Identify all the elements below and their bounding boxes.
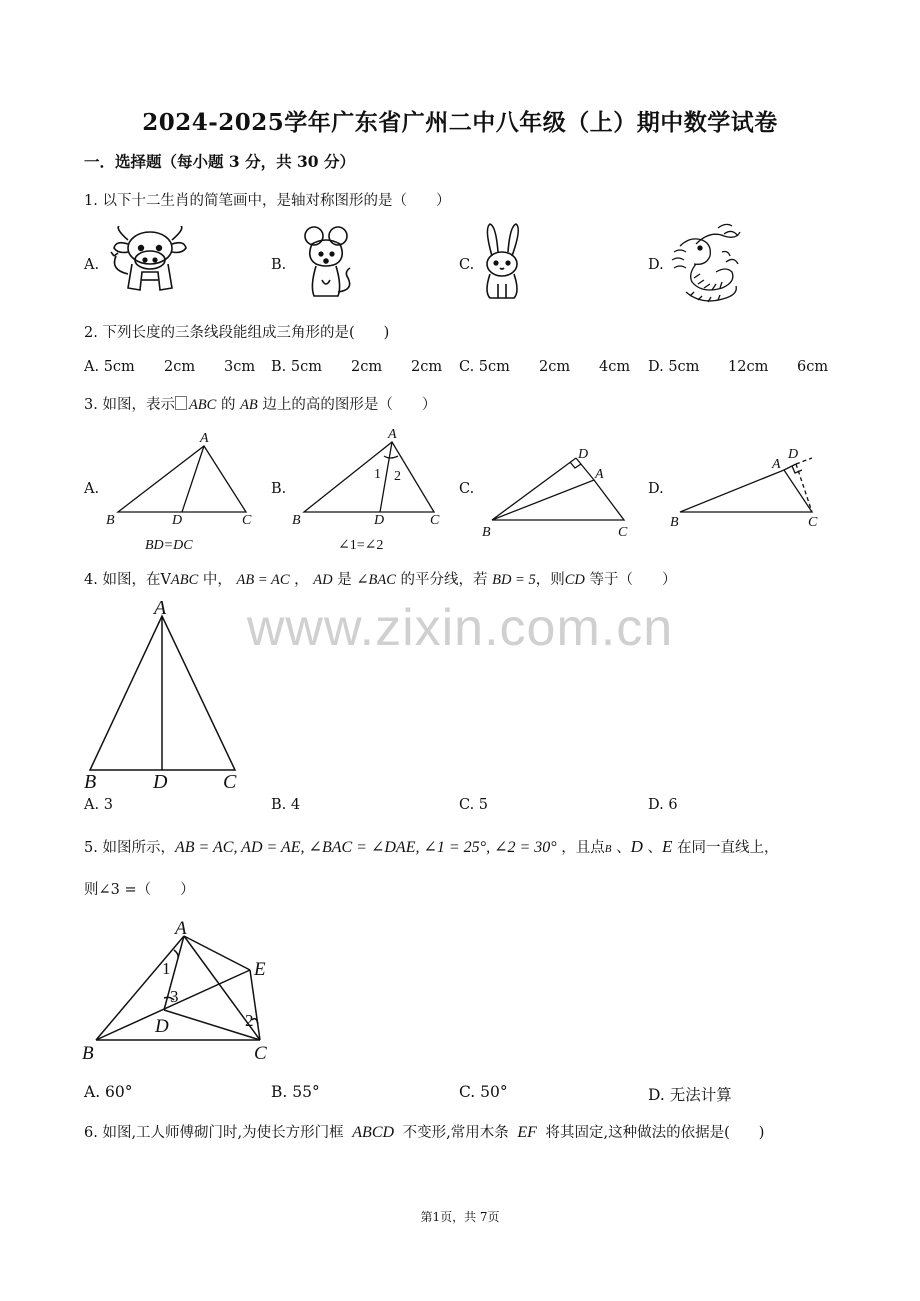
q4-stem-part: ，: [294, 572, 309, 588]
q3-figure-b: [288, 426, 458, 556]
q4-option-a: A. 3: [84, 797, 113, 813]
page-title: 2024-2025学年广东省广州二中八年级（上）期中数学试卷: [142, 109, 778, 136]
q5-option-b: B. 55°: [271, 1083, 320, 1101]
q4-stem-ad: AD: [313, 572, 333, 588]
label-a: A: [154, 597, 167, 619]
rabbit-drawing-icon: [478, 222, 526, 302]
q2-option-d-len2: 12cm: [728, 359, 769, 375]
q3-figure-a: [100, 426, 270, 556]
label-a: A: [772, 457, 781, 472]
label-a: A: [388, 427, 397, 442]
q2-option-c: [459, 359, 631, 375]
q5-stem-part: 、: [647, 840, 663, 856]
q2-option-a: [84, 359, 256, 375]
q3-stem-part: 的: [220, 397, 236, 413]
question-5-stem-line2: 则∠3 =（ ）: [84, 882, 195, 898]
q4-stem-part: 是: [337, 572, 352, 588]
q1-option-b: B.: [271, 257, 287, 273]
label-b: B: [482, 525, 491, 540]
question-2-stem: 2. 下列长度的三条线段能组成三角形的是( ): [84, 325, 390, 341]
label-c: C: [254, 1043, 267, 1064]
q2-option-b-len2: 2cm: [351, 359, 383, 375]
label-c: C: [223, 771, 237, 793]
label-d: D: [153, 771, 168, 793]
q5-stem-point-b: B: [604, 843, 612, 855]
q2-option-a-len2: 2cm: [164, 359, 196, 375]
q5-stem-part: 、: [616, 840, 631, 856]
section-heading: 一．选择题（每小题 3 分，共 30 分）: [84, 152, 355, 171]
q6-stem-ef: EF: [517, 1124, 537, 1141]
q4-stem-part: 等于（ ）: [589, 572, 677, 588]
q4-stem-part: 中，: [202, 572, 232, 588]
q4-stem-angle: ∠BAC: [356, 572, 396, 588]
angle-1-label: 1: [374, 467, 381, 482]
q2-option-a-len3: 3cm: [224, 359, 256, 375]
label-b: B: [84, 771, 97, 793]
q5-stem-part: 5. 如图所示，: [84, 840, 175, 856]
angle-2-label: 2: [394, 469, 401, 484]
caption-b: ∠1=∠2: [338, 538, 384, 553]
q5-stem-math: AB = AC, AD = AE, ∠BAC = ∠DAE, ∠1 = 25°, ∠2 = 30°: [174, 839, 557, 856]
q5-option-d: D. 无法计算: [648, 1086, 732, 1104]
q5-stem-part: ，且点: [561, 840, 605, 856]
triangle-symbol-icon: [175, 396, 187, 410]
label-c: C: [242, 513, 252, 528]
q5-stem-part: 在同一直线上，: [677, 840, 779, 856]
q3-option-c: C.: [459, 481, 475, 497]
q4-stem-equation: AB = AC: [236, 572, 290, 588]
q6-stem-abcd: ABCD: [352, 1124, 395, 1141]
page-footer: 第1页，共 7页: [420, 1210, 500, 1224]
q5-figure: [78, 912, 288, 1072]
question-5-stem: [84, 836, 779, 857]
label-c: C: [430, 513, 440, 528]
q6-stem-part: 将其固定,这种做法的依据是( ): [545, 1125, 765, 1141]
q2-option-b-len3: 2cm: [411, 359, 443, 375]
q5-option-c: C. 50°: [459, 1083, 508, 1101]
q5-stem-point-d: D: [630, 837, 643, 856]
question-3-stem: [84, 393, 436, 414]
q6-stem-part: 6. 如图,工人师傅砌门时,为使长方形门框: [84, 1125, 344, 1141]
dragon-drawing-icon: [666, 222, 744, 306]
q2-option-d: [648, 359, 829, 375]
caption-a: BD=DC: [145, 538, 193, 553]
q3-figure-d: [666, 440, 826, 540]
question-6-stem: [84, 1121, 764, 1142]
label-b: B: [106, 513, 115, 528]
q2-option-b-label: B. 5cm: [271, 359, 322, 375]
angle-2-label: 2: [245, 1011, 254, 1030]
q4-option-d: D. 6: [648, 797, 678, 813]
q2-option-d-len3: 6cm: [797, 359, 829, 375]
q3-option-a: A.: [84, 481, 100, 497]
q4-stem-bd: BD = 5: [492, 572, 536, 588]
angle-1-label: 1: [162, 959, 171, 978]
label-a: A: [595, 467, 604, 482]
label-d: D: [155, 1016, 169, 1037]
angle-3-label: 3: [170, 987, 179, 1006]
q4-stem-triangle: ABC: [170, 572, 199, 588]
mouse-drawing-icon: [292, 224, 364, 302]
q6-stem-part: 不变形,常用木条: [402, 1125, 509, 1141]
q3-option-b: B.: [271, 481, 287, 497]
q2-option-c-len2: 2cm: [539, 359, 571, 375]
q1-option-d: D.: [648, 257, 664, 273]
label-a: A: [200, 431, 209, 446]
q4-figure: [80, 596, 260, 796]
q4-stem-part: 4. 如图，在V: [84, 572, 171, 588]
q2-option-c-label: C. 5cm: [459, 359, 510, 375]
q4-stem-part: ，则: [535, 572, 565, 588]
label-d: D: [172, 513, 183, 528]
q3-option-d: D.: [648, 481, 664, 497]
label-c: C: [808, 515, 818, 530]
q4-option-b: B. 4: [271, 797, 301, 813]
q3-figure-c: [478, 442, 648, 542]
q5-option-a: A. 60°: [84, 1083, 133, 1101]
label-c: C: [618, 525, 628, 540]
q4-option-c: C. 5: [459, 797, 489, 813]
label-b: B: [292, 513, 301, 528]
q2-option-a-label: A. 5cm: [84, 359, 135, 375]
label-b: B: [670, 515, 679, 530]
question-1-stem: 1. 以下十二生肖的简笔画中，是轴对称图形的是（ ）: [84, 193, 451, 209]
label-d: D: [578, 447, 589, 462]
q4-stem-part: 的平分线，若: [400, 572, 488, 588]
q1-option-a: A.: [84, 257, 100, 273]
q2-option-c-len3: 4cm: [599, 359, 631, 375]
q3-stem-triangle: ABC: [188, 397, 217, 413]
label-b: B: [82, 1043, 94, 1064]
watermark: www.zixin.com.cn: [246, 599, 674, 657]
q2-option-b: [271, 359, 443, 375]
label-d: D: [788, 447, 799, 462]
question-4-stem: [84, 568, 676, 589]
ox-drawing-icon: [106, 226, 190, 300]
q4-stem-cd: CD: [564, 572, 585, 588]
q3-stem-part: 3. 如图，表示: [84, 397, 175, 413]
q5-stem-point-e: E: [662, 837, 673, 856]
q2-option-d-label: D. 5cm: [648, 359, 700, 375]
q3-stem-part: 边上的高的图形是（ ）: [262, 397, 437, 413]
label-d: D: [374, 513, 385, 528]
q3-stem-ab: AB: [240, 397, 258, 413]
label-e: E: [254, 959, 266, 980]
q1-option-c: C.: [459, 257, 475, 273]
label-a: A: [175, 918, 187, 939]
